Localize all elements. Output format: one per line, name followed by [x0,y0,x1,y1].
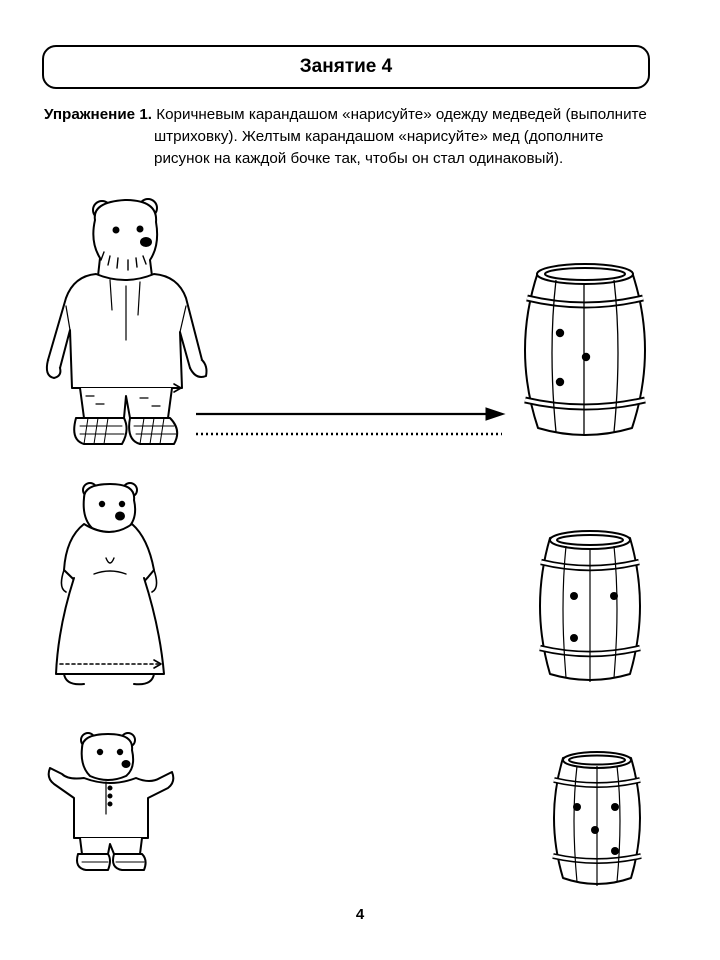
barrel-small [543,748,651,890]
mama-bear-illustration [44,478,174,693]
exercise-paragraph [44,104,662,170]
baby-bear-illustration [44,728,184,878]
page-number: 4 [355,906,365,923]
arrow-head-icon [486,408,504,420]
arrow-lines [190,400,510,440]
exercise-label: Упражнение 1. [44,106,152,123]
exercise-text: Коричневым карандашом «нарисуйте» одежду медведей (выполните штриховку). Желтым карандашом «нарисуйте» мед (дополните рисунок на каждой бочке так, чтобы он стал одинаковый). [152,106,647,167]
lesson-title-box [42,45,650,89]
barrel-medium [528,526,652,686]
exercise-instructions [44,104,662,170]
lesson-title: Занятие 4 [299,56,393,77]
barrel-large [510,258,660,443]
